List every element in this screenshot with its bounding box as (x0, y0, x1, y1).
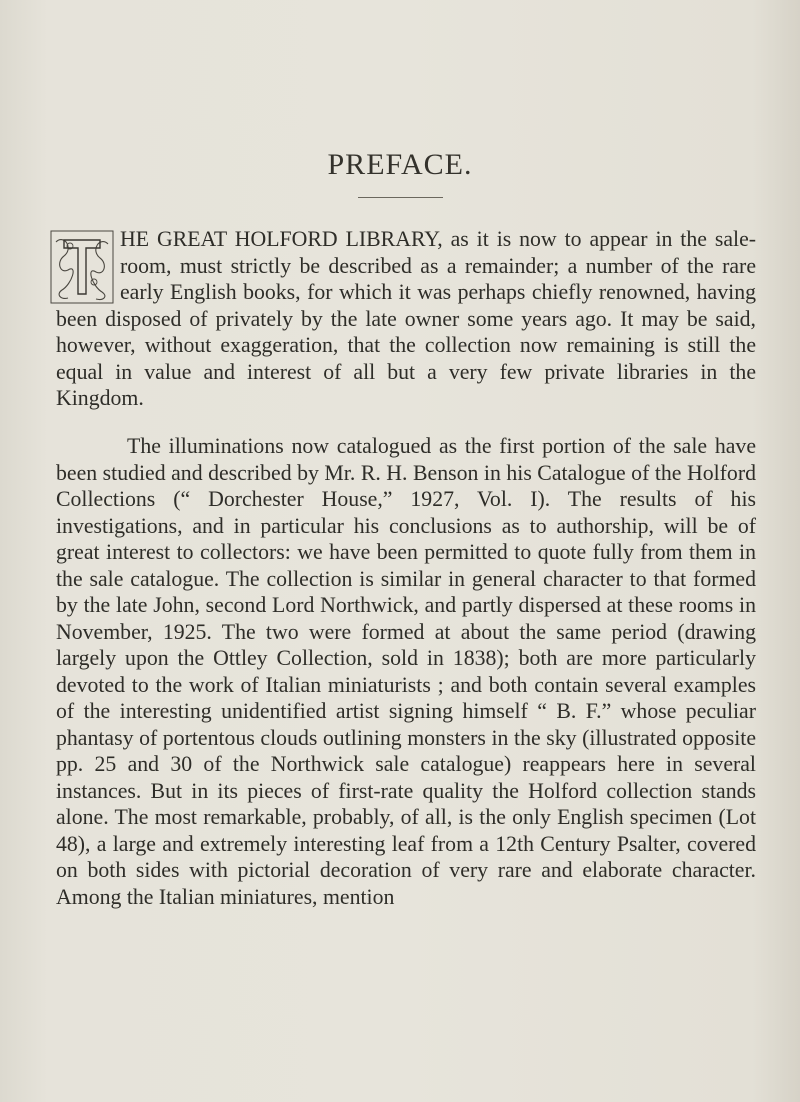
paragraph-1 (56, 226, 756, 412)
paragraph-1-text: as it is now to appear in the sale-room, must strictly be described as a remainder; a number of the rare early English books, for which it was perhaps chiefly renowned, having been disposed of privately by the late owner some years ago. It may be said, however, without exaggeration, that the collection now remaining is still the equal in value and interest of all but a very few private libraries in the Kingdom. (56, 227, 756, 410)
title-rule (358, 197, 443, 198)
page-title: PREFACE. (327, 148, 473, 181)
paragraph-1-lead: HE GREAT HOLFORD LIBRARY, (120, 227, 443, 251)
paragraph-2: The illuminations now catalogued as the first portion of the sale have been studied and described by Mr. R. H. Benson in his Catalogue of the Holford Collections (“ Dorchester House,” 1927, Vol. I). The results of his investigations, and in particular his conclusions as to authorship, will be of great interest to collectors: we have been permitted to quote fully from them in the sale catalogue. The collection is similar in general character to that formed by the late John, second Lord Northwick, and partly dispersed at these rooms in November, 1925. The two were formed at about the same period (drawing largely upon the Ottley Collection, sold in 1838); both are more particularly devoted to the work of Italian miniaturists ; and both contain several examples of the interesting unidentified artist signing himself “ B. F.” whose peculiar phantasy of portentous clouds outlining monsters in the sky (illustrated opposite pp. 25 and 30 of the Northwick sale catalogue) reappears here in several instances. But in its pieces of first-rate quality the Holford collection stands alone. The most remarkable, probably, of all, is the only English specimen (Lot 48), a large and extremely interesting leaf from a 12th Century Psalter, covered on both sides with pictorial decoration of very rare and elaborate character. Among the Italian miniatures, mention (56, 434, 756, 909)
ornamental-dropcap-icon (50, 230, 114, 304)
